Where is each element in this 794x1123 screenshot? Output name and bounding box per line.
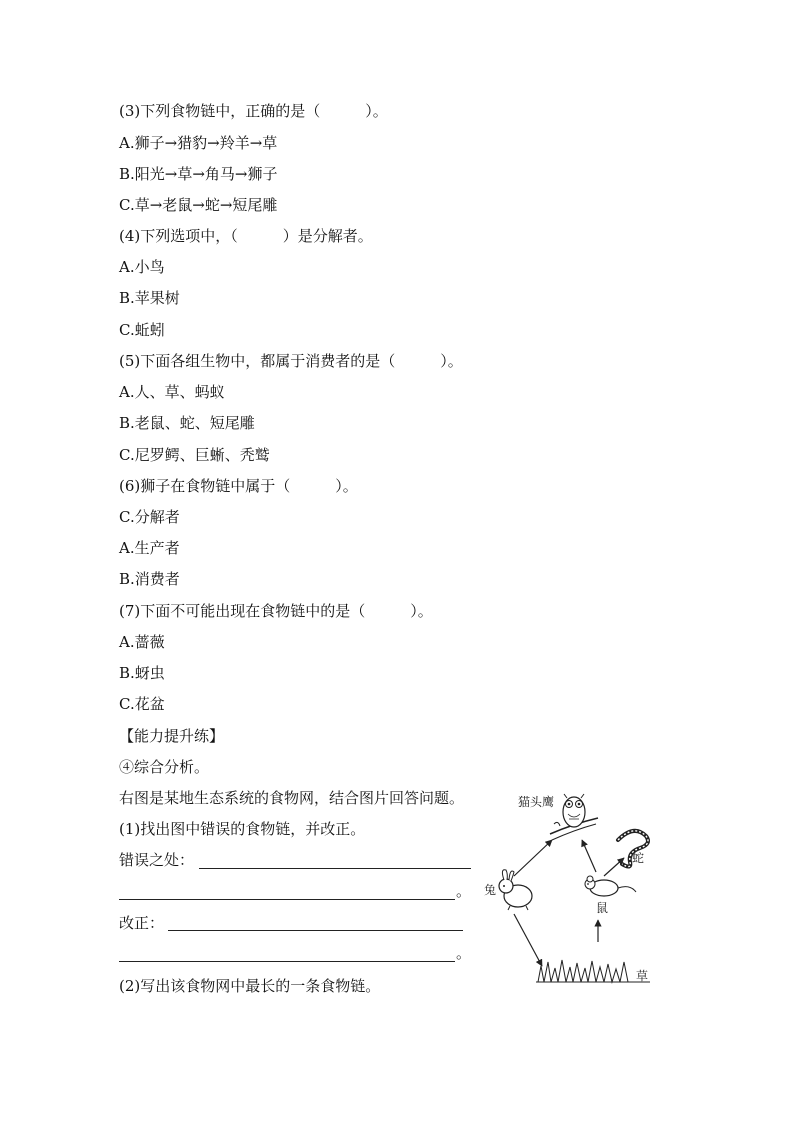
wrong-label: 错误之处： (119, 851, 195, 869)
sub-question-1: (1)找出图中错误的食物链，并改正。 (119, 820, 366, 838)
mouse-drawing (585, 876, 636, 915)
snake-label: 蛇 (632, 851, 645, 865)
rabbit-label: 兔 (484, 883, 497, 897)
q4-stem: (4)下列选项中，（ ）是分解者。 (119, 227, 373, 245)
section-item: ④综合分析。 (119, 758, 210, 776)
q7-option-a[interactable]: A.蔷薇 (119, 633, 165, 651)
owl-drawing (518, 794, 598, 840)
q4-option-c[interactable]: C.蚯蚓 (119, 321, 165, 339)
period-2: 。 (456, 944, 472, 962)
owl-label: 猫头鹰 (518, 795, 555, 809)
snake-drawing (618, 831, 648, 867)
q3-option-a[interactable]: A.狮子→猎豹→羚羊→草 (119, 134, 278, 152)
q3-option-c[interactable]: C.草→老鼠→蛇→短尾雕 (119, 196, 278, 214)
section-intro: 右图是某地生态系统的食物网，结合图片回答问题。 (119, 789, 465, 807)
q3-stem: (3)下列食物链中，正确的是（ ）。 (119, 102, 388, 120)
q6-stem: (6)狮子在食物链中属于（ ）。 (119, 477, 358, 495)
q3-option-b[interactable]: B.阳光→草→角马→狮子 (119, 165, 278, 183)
fix-label: 改正： (119, 914, 165, 932)
arrow-rabbit-to-owl (514, 840, 552, 876)
q4-option-a[interactable]: A.小鸟 (119, 258, 165, 276)
q4-option-b[interactable]: B.苹果树 (119, 289, 180, 307)
q5-option-b[interactable]: B.老鼠、蛇、短尾雕 (119, 414, 255, 432)
arrow-mouse-to-snake (604, 858, 624, 876)
mouse-label: 鼠 (596, 901, 609, 915)
q5-stem: (5)下面各组生物中，都属于消费者的是（ ）。 (119, 352, 463, 370)
q5-option-c[interactable]: C.尼罗鳄、巨蜥、秃鹫 (119, 446, 270, 464)
q7-option-b[interactable]: B.蚜虫 (119, 664, 165, 682)
rabbit-drawing (484, 870, 532, 910)
q7-stem: (7)下面不可能出现在食物链中的是（ ）。 (119, 602, 433, 620)
q6-option-b[interactable]: B.消费者 (119, 570, 180, 588)
q6-option-c[interactable]: C.分解者 (119, 508, 180, 526)
section-title: 【能力提升练】 (119, 727, 225, 745)
period-1: 。 (456, 882, 472, 900)
q6-option-a[interactable]: A.生产者 (119, 539, 180, 557)
food-web-figure (478, 784, 658, 990)
sub-question-2: (2)写出该食物网中最长的一条食物链。 (119, 977, 381, 995)
wrong-answer-line-1[interactable] (199, 868, 471, 869)
q7-option-c[interactable]: C.花盆 (119, 695, 165, 713)
arrow-rabbit-to-grass (514, 914, 542, 966)
fix-answer-line-2[interactable] (119, 961, 455, 962)
grass-label: 草 (636, 969, 649, 983)
arrow-mouse-to-owl (582, 840, 596, 872)
q5-option-a[interactable]: A.人、草、蚂蚁 (119, 383, 225, 401)
wrong-answer-line-2[interactable] (119, 899, 455, 900)
fix-answer-line-1[interactable] (168, 930, 463, 931)
grass-drawing (536, 960, 650, 983)
